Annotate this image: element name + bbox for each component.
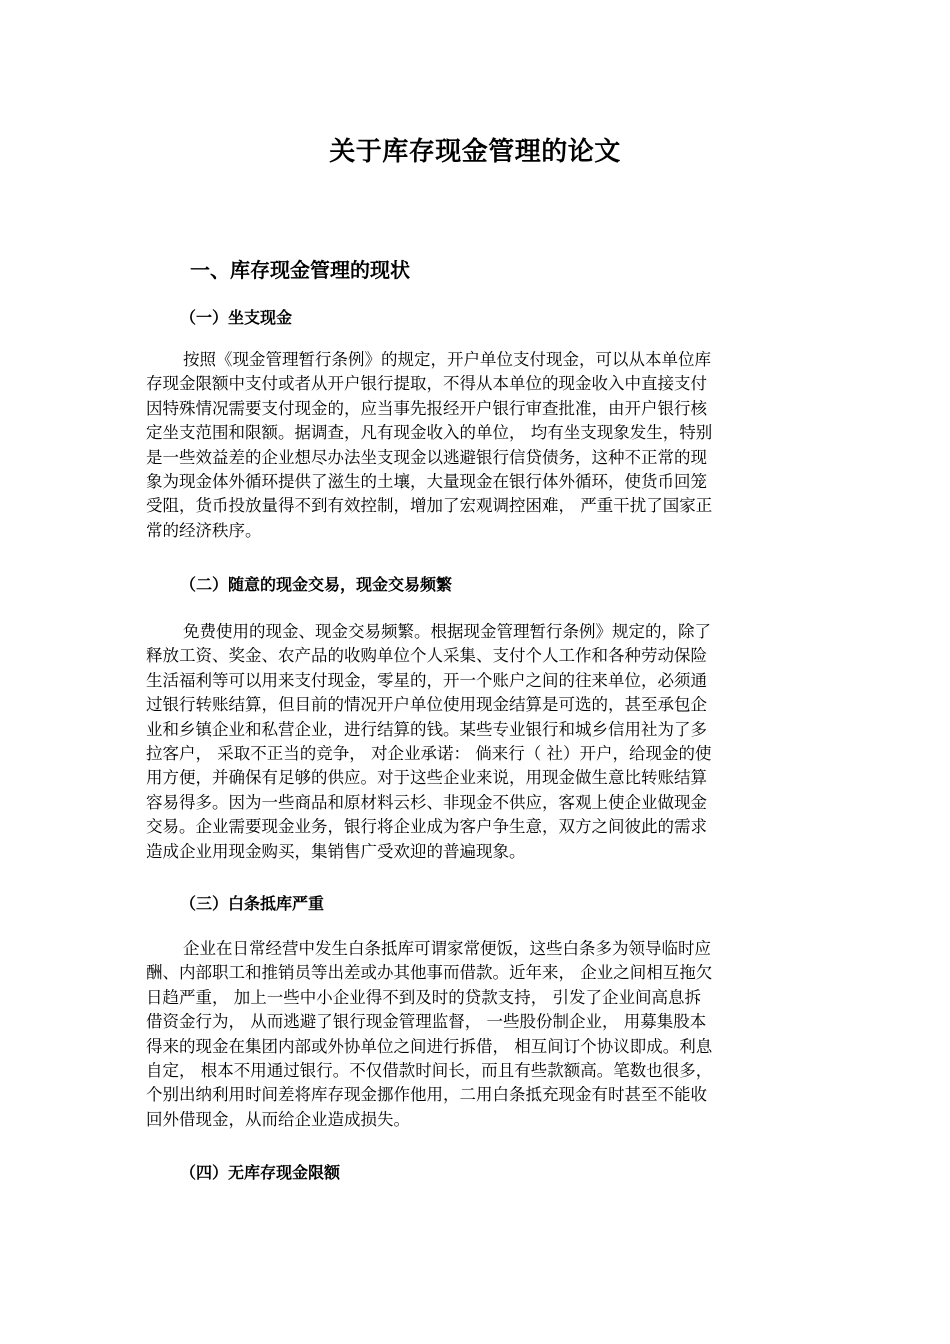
paragraph-line: 酬、内部职工和推销员等出差或办其他事而借款。近年来， 企业之间相互拖欠 (146, 963, 713, 983)
paragraph-line: 拉客户， 采取不正当的竞争， 对企业承诺： 倘来行（ 社）开户，给现金的使 (146, 744, 712, 764)
document-title: 关于库存现金管理的论文 (329, 137, 621, 167)
paragraph-line: 是一些效益差的企业想尽办法坐支现金以逃避银行信贷债务，这种不正常的现 (146, 447, 707, 467)
paragraph-line: 过银行转账结算，但目前的情况开户单位使用现金结算是可选的，甚至承包企 (146, 695, 707, 715)
paragraph-line: 企业在日常经营中发生白条抵库可谓家常便饭，这些白条多为领导临时应 (183, 939, 711, 958)
paragraph-line: 交易。企业需要现金业务，银行将企业成为客户争生意，双方之间彼此的需求 (146, 817, 707, 837)
paragraph-line: 受阻，货币投放量得不到有效控制，增加了宏观调控困难， 严重干扰了国家正 (146, 496, 713, 516)
paragraph-line: 个别出纳利用时间差将库存现金挪作他用，二用白条抵充现金有时甚至不能收 (146, 1085, 707, 1105)
subsection-heading-2: （二）随意的现金交易，现金交易频繁 (180, 575, 453, 594)
paragraph-1 (146, 348, 806, 543)
paragraph-line: 生活福利等可以用来支付现金，零星的，开一个账户之间的往来单位，必须通 (146, 670, 707, 690)
paragraph-line: 按照《现金管理暂行条例》的规定，开户单位支付现金，可以从本单位库 (183, 350, 711, 369)
paragraph-line: 容易得多。因为一些商品和原材料云杉、非现金不供应，客观上使企业做现金 (146, 792, 707, 812)
paragraph-line: 借资金行为， 从而逃避了银行现金管理监督， 一些股份制企业， 用募集股本 (146, 1012, 707, 1032)
paragraph-line: 定坐支范围和限额。据调查，凡有现金收入的单位， 均有坐支现象发生，特别 (146, 423, 713, 443)
paragraph-line: 得来的现金在集团内部或外协单位之间进行拆借， 相互间订个协议即成。利息 (146, 1036, 713, 1056)
paragraph-2 (146, 620, 806, 864)
paragraph-line: 存现金限额中支付或者从开户银行提取，不得从本单位的现金收入中直接支付 (146, 374, 707, 394)
paragraph-line: 用方便，并确保有足够的供应。对于这些企业来说，用现金做生意比转账结算 (146, 768, 707, 788)
paragraph-line: 象为现金体外循环提供了滋生的土壤，大量现金在银行体外循环，使货币回笼 (146, 472, 707, 492)
paragraph-line: 释放工资、奖金、农产品的收购单位个人采集、支付个人工作和各种劳动保险 (146, 646, 707, 666)
paragraph-line: 常的经济秩序。 (146, 520, 262, 540)
subsection-heading-4: （四）无库存现金限额 (180, 1163, 341, 1182)
paragraph-line: 造成企业用现金购买，集销售广受欢迎的普遍现象。 (146, 841, 526, 861)
subsection-heading-3: （三）白条抵库严重 (180, 894, 325, 913)
paragraph-line: 因特殊情况需要支付现金的，应当事先报经开户银行审查批准，由开户银行核 (146, 398, 707, 418)
paragraph-line: 业和乡镇企业和私营企业，进行结算的钱。某些专业银行和城乡信用社为了多 (146, 719, 707, 739)
paragraph-3 (146, 937, 806, 1132)
paragraph-line: 免费使用的现金、现金交易频繁。根据现金管理暂行条例》规定的，除了 (183, 622, 711, 641)
paragraph-line: 回外借现金，从而给企业造成损失。 (146, 1109, 410, 1129)
section-heading-1: 一、库存现金管理的现状 (190, 258, 410, 282)
paragraph-line: 日趋严重， 加上一些中小企业得不到及时的贷款支持， 引发了企业间高息拆 (146, 987, 701, 1007)
subsection-heading-1: （一）坐支现金 (180, 308, 293, 327)
paragraph-line: 自定， 根本不用通过银行。不仅借款时间长，而且有些款额高。笔数也很多， (146, 1061, 713, 1081)
